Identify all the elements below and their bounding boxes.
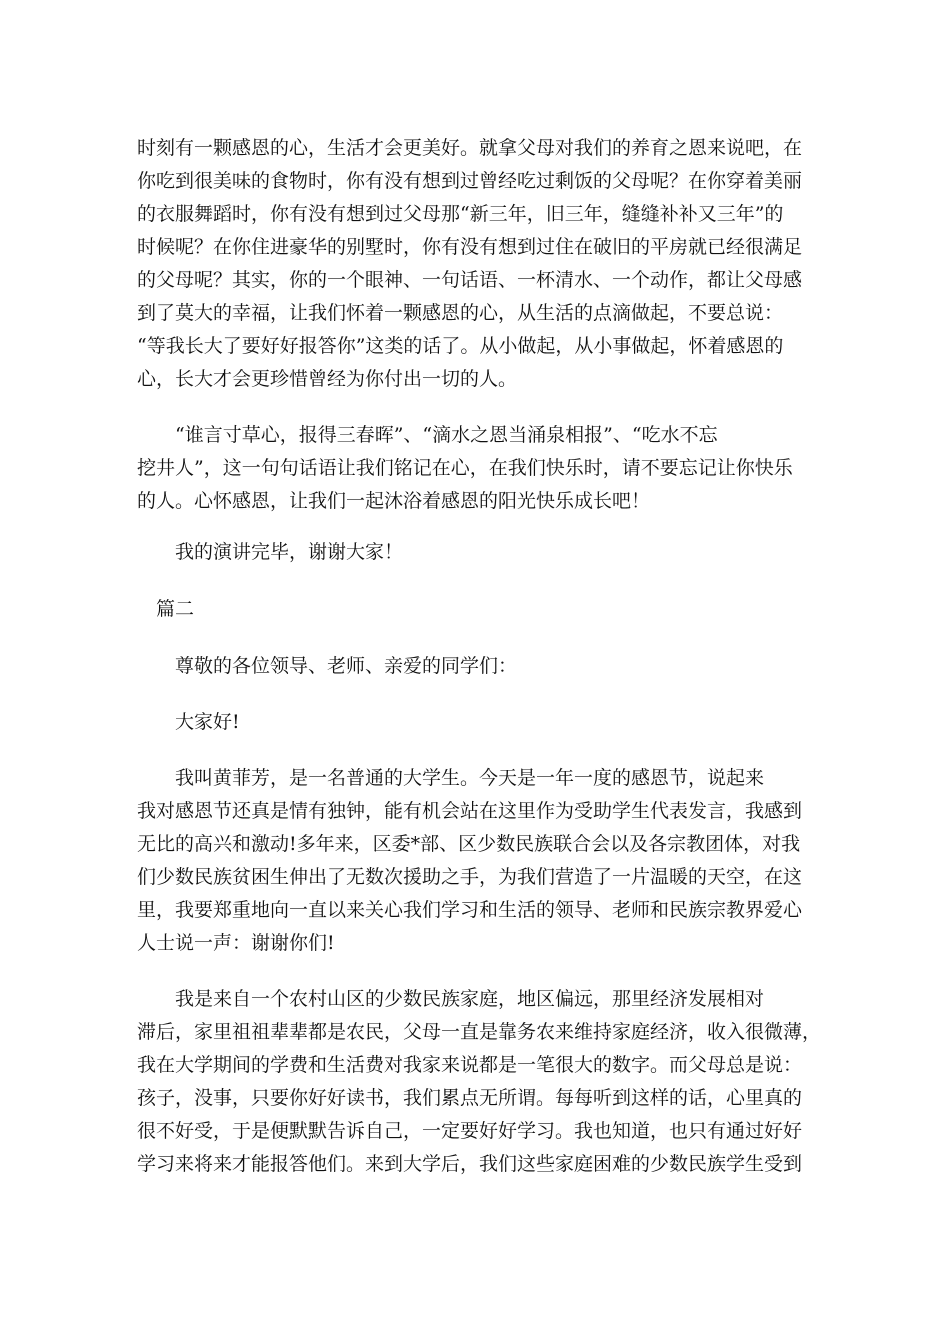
paragraph-salutation bbox=[137, 650, 817, 683]
paragraph-introduction bbox=[137, 762, 817, 960]
text-line: 大家好! bbox=[137, 711, 240, 733]
text-line: 孩子，没事，只要你好好读书，我们累点无所谓。每每听到这样的话，心里真的 bbox=[137, 1087, 803, 1109]
text-line: 时刻有一颗感恩的心，生活才会更美好。就拿父母对我们的养育之恩来说吧，在 bbox=[137, 137, 803, 159]
paragraph-quotes bbox=[137, 419, 817, 518]
paragraph-greeting bbox=[137, 706, 817, 739]
text-line: 挖井人”，这一句句话语让我们铭记在心，在我们快乐时，请不要忘记让你快乐 bbox=[137, 457, 793, 479]
text-line: 我对感恩节还真是情有独钟，能有机会站在这里作为受助学生代表发言，我感到 bbox=[137, 800, 803, 822]
text-line: 很不好受，于是便默默告诉自己，一定要好好学习。我也知道，也只有通过好好 bbox=[137, 1120, 803, 1142]
text-line: 我在大学期间的学费和生活费对我家来说都是一笔很大的数字。而父母总是说： bbox=[137, 1054, 803, 1076]
section-heading bbox=[137, 593, 817, 626]
text-line: 学习来将来才能报答他们。来到大学后，我们这些家庭困难的少数民族学生受到 bbox=[137, 1153, 803, 1175]
text-line: 你吃到很美味的食物时，你有没有想到过曾经吃过剩饭的父母呢？在你穿着美丽 bbox=[137, 170, 803, 192]
text-line: 尊敬的各位领导、老师、亲爱的同学们： bbox=[137, 655, 518, 677]
paragraph-gratitude-body bbox=[137, 132, 817, 396]
text-line: 我是来自一个农村山区的少数民族家庭，地区偏远，那里经济发展相对 bbox=[137, 988, 765, 1010]
text-line: 时候呢？在你住进豪华的别墅时，你有没有想到过住在破旧的平房就已经很满足 bbox=[137, 236, 803, 258]
text-line: 的衣服舞蹈时，你有没有想到过父母那“新三年，旧三年，缝缝补补又三年”的 bbox=[137, 203, 784, 225]
text-line: 人士说一声：谢谢你们! bbox=[137, 932, 335, 954]
text-line: 篇二 bbox=[137, 598, 195, 620]
paragraph-closing bbox=[137, 536, 817, 569]
text-line: 里，我要郑重地向一直以来关心我们学习和生活的领导、老师和民族宗教界爱心 bbox=[137, 899, 803, 921]
text-line: 们少数民族贫困生伸出了无数次援助之手，为我们营造了一片温暖的天空，在这 bbox=[137, 866, 803, 888]
text-line: 的人。心怀感恩，让我们一起沐浴着感恩的阳光快乐成长吧！ bbox=[137, 490, 651, 512]
text-line: 心，长大才会更珍惜曾经为你付出一切的人。 bbox=[137, 368, 518, 390]
paragraph-background bbox=[137, 983, 822, 1181]
text-line: 滞后，家里祖祖辈辈都是农民，父母一直是靠务农来维持家庭经济，收入很微薄， bbox=[137, 1021, 822, 1043]
text-line: “等我长大了要好好报答你”这类的话了。从小做起，从小事做起，怀着感恩的 bbox=[137, 335, 784, 357]
text-line: “谁言寸草心，报得三春晖”、“滴水之恩当涌泉相报”、“吃水不忘 bbox=[137, 424, 718, 446]
text-line: 的父母呢？其实，你的一个眼神、一句话语、一杯清水、一个动作，都让父母感 bbox=[137, 269, 803, 291]
text-line: 到了莫大的幸福，让我们怀着一颗感恩的心，从生活的点滴做起，不要总说： bbox=[137, 302, 784, 324]
text-line: 无比的高兴和激动!多年来，区委*部、区少数民族联合会以及各宗教团体，对我 bbox=[137, 833, 801, 855]
text-line: 我的演讲完毕，谢谢大家！ bbox=[137, 541, 404, 563]
text-line: 我叫黄菲芳，是一名普通的大学生。今天是一年一度的感恩节，说起来 bbox=[137, 767, 765, 789]
